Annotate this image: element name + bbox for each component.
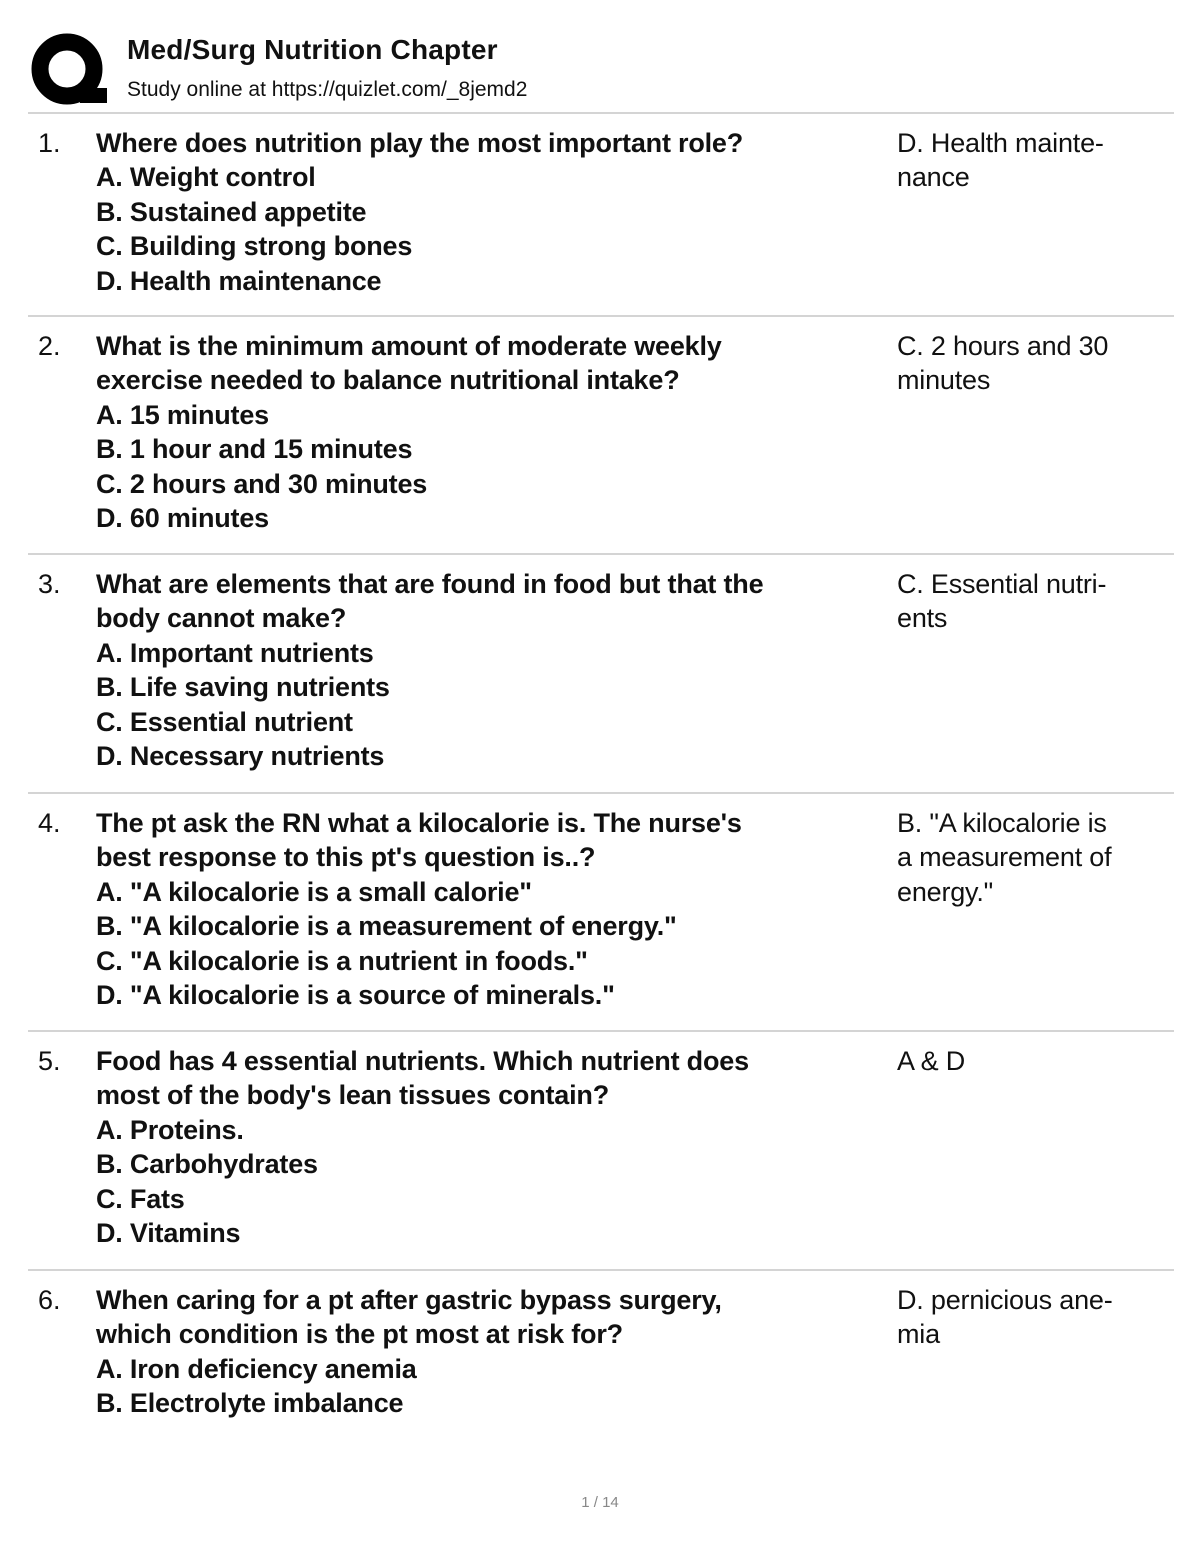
question-line: exercise needed to balance nutritional intake? — [96, 365, 680, 396]
card-answer — [897, 1044, 1167, 1078]
option-line: A. "A kilocalorie is a small calorie" — [96, 876, 532, 907]
question-line: most of the body's lean tissues contain? — [96, 1080, 610, 1111]
card-answer — [897, 567, 1167, 636]
option-line: B. 1 hour and 15 minutes — [96, 434, 413, 465]
option-line: C. Fats — [96, 1183, 185, 1214]
divider — [28, 1269, 1174, 1271]
option-line: A. 15 minutes — [96, 399, 269, 430]
answer-line: a measurement of — [897, 842, 1112, 873]
card-question — [96, 329, 896, 535]
question-line: Where does nutrition play the most important role? — [96, 128, 744, 158]
card-question — [96, 126, 896, 298]
answer-line: energy." — [897, 876, 994, 907]
answer-line: B. "A kilocalorie is — [897, 808, 1107, 838]
option-line: A. Weight control — [96, 162, 316, 193]
question-line: What is the minimum amount of moderate weekly — [96, 331, 722, 361]
card-question — [96, 567, 896, 773]
card-number: 3. — [38, 569, 61, 599]
option-line: D. Necessary nutrients — [96, 741, 385, 772]
card-question — [96, 1283, 896, 1421]
option-line: B. Life saving nutrients — [96, 672, 390, 703]
answer-line: minutes — [897, 365, 991, 396]
page-header — [28, 26, 1174, 108]
option-line: C. Essential nutrient — [96, 706, 353, 737]
card-answer — [897, 806, 1167, 909]
option-line: D. Vitamins — [96, 1218, 241, 1249]
quizlet-logo-icon — [30, 32, 108, 110]
option-line: A. Proteins. — [96, 1114, 244, 1145]
card-number: 2. — [38, 331, 61, 361]
option-line: B. Carbohydrates — [96, 1149, 318, 1180]
question-line: body cannot make? — [96, 603, 347, 634]
card-number: 5. — [38, 1046, 61, 1076]
option-line: B. "A kilocalorie is a measurement of energy." — [96, 911, 677, 942]
answer-line: D. Health mainte- — [897, 128, 1104, 158]
option-line: C. 2 hours and 30 minutes — [96, 468, 428, 499]
option-line: C. "A kilocalorie is a nutrient in foods." — [96, 945, 588, 976]
option-line: B. Sustained appetite — [96, 196, 367, 227]
answer-line: ents — [897, 603, 948, 634]
question-line: which condition is the pt most at risk for? — [96, 1319, 623, 1350]
card-question — [96, 1044, 896, 1250]
divider — [28, 1030, 1174, 1032]
answer-line: nance — [897, 162, 970, 193]
answer-line: C. 2 hours and 30 — [897, 331, 1109, 361]
study-online-link[interactable]: Study online at https://quizlet.com/_8jemd2 — [127, 78, 528, 101]
answer-line: D. pernicious ane- — [897, 1285, 1113, 1315]
set-title: Med/Surg Nutrition Chapter — [127, 34, 498, 65]
option-line: A. Iron deficiency anemia — [96, 1353, 417, 1384]
option-line: B. Electrolyte imbalance — [96, 1388, 404, 1419]
card-number: 4. — [38, 808, 61, 838]
option-line: D. Health maintenance — [96, 265, 382, 296]
option-line: C. Building strong bones — [96, 231, 413, 262]
answer-line: A & D — [897, 1046, 966, 1076]
card-answer — [897, 329, 1167, 398]
question-line: When caring for a pt after gastric bypass surgery, — [96, 1285, 722, 1315]
divider — [28, 792, 1174, 794]
card-answer — [897, 126, 1167, 195]
page-indicator: 1 / 14 — [581, 1494, 619, 1511]
option-line: A. Important nutrients — [96, 637, 374, 668]
question-line: The pt ask the RN what a kilocalorie is. The nurse's — [96, 808, 742, 838]
card-number: 1. — [38, 128, 61, 158]
option-line: D. "A kilocalorie is a source of minerals." — [96, 980, 615, 1011]
question-line: best response to this pt's question is..? — [96, 842, 596, 873]
option-line: D. 60 minutes — [96, 503, 269, 534]
card-question — [96, 806, 896, 1012]
question-line: What are elements that are found in food but that the — [96, 569, 764, 599]
card-number: 6. — [38, 1285, 61, 1315]
answer-line: mia — [897, 1319, 940, 1350]
card-answer — [897, 1283, 1167, 1352]
divider — [28, 553, 1174, 555]
divider — [28, 315, 1174, 317]
divider — [28, 112, 1174, 114]
question-line: Food has 4 essential nutrients. Which nutrient does — [96, 1046, 749, 1076]
answer-line: C. Essential nutri- — [897, 569, 1107, 599]
